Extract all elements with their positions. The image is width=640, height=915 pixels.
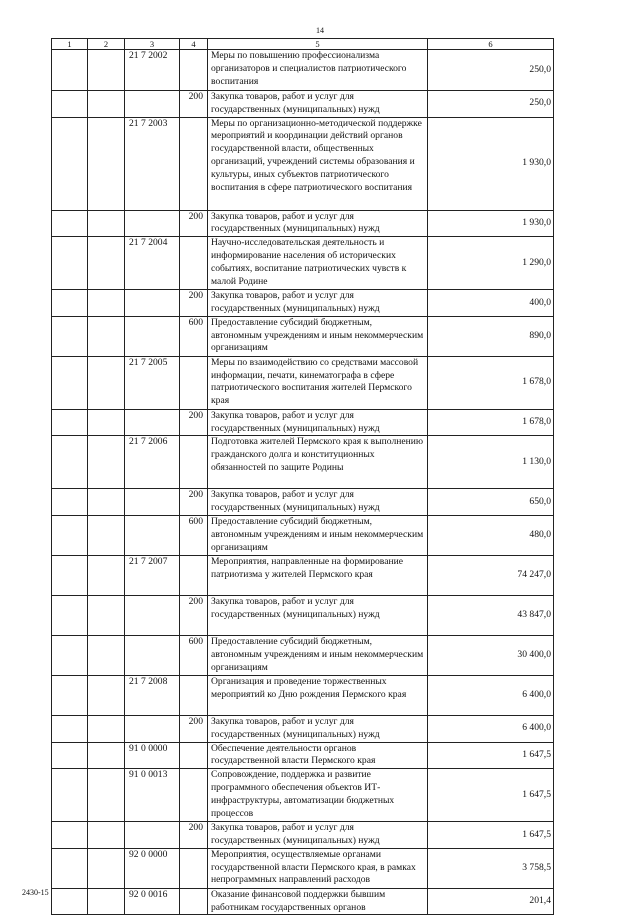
col1-cell bbox=[52, 489, 88, 516]
expense-type-cell bbox=[180, 555, 208, 595]
description-cell: Закупка товаров, работ и услуг для государственных (муниципальных) нужд bbox=[208, 210, 428, 237]
amount-cell: 30 400,0 bbox=[428, 635, 554, 675]
table-row bbox=[52, 117, 554, 210]
col2-cell bbox=[88, 237, 125, 290]
expense-type-cell bbox=[180, 675, 208, 715]
table-row bbox=[52, 635, 554, 675]
amount-cell: 250,0 bbox=[428, 50, 554, 91]
table-row bbox=[52, 356, 554, 409]
col1-cell bbox=[52, 91, 88, 118]
table-row bbox=[52, 489, 554, 516]
description-cell: Закупка товаров, работ и услуг для государственных (муниципальных) нужд bbox=[208, 91, 428, 118]
description-cell: Меры по взаимодействию со средствами массовой информации, печати, кинематографа в сфере патриотического воспитания жителей Пермского края bbox=[208, 356, 428, 409]
description-cell: Закупка товаров, работ и услуг для государственных (муниципальных) нужд bbox=[208, 409, 428, 436]
col2-cell bbox=[88, 210, 125, 237]
description-cell: Закупка товаров, работ и услуг для государственных (муниципальных) нужд bbox=[208, 489, 428, 516]
expense-type-cell: 600 bbox=[180, 515, 208, 555]
col-header-3: 3 bbox=[125, 39, 180, 50]
col2-cell bbox=[88, 356, 125, 409]
table-row bbox=[52, 409, 554, 436]
budget-code-cell bbox=[125, 290, 180, 317]
col1-cell bbox=[52, 515, 88, 555]
budget-code-cell bbox=[125, 489, 180, 516]
description-cell: Предоставление субсидий бюджетным, автономным учреждениям и иным некоммерческим организациям bbox=[208, 635, 428, 675]
col-header-4: 4 bbox=[180, 39, 208, 50]
expense-type-cell: 200 bbox=[180, 822, 208, 849]
table-row bbox=[52, 50, 554, 91]
expense-type-cell: 200 bbox=[180, 595, 208, 635]
col2-cell bbox=[88, 888, 125, 915]
table-row bbox=[52, 436, 554, 489]
col2-cell bbox=[88, 769, 125, 822]
amount-cell: 1 647,5 bbox=[428, 769, 554, 822]
col1-cell bbox=[52, 848, 88, 888]
expense-type-cell: 200 bbox=[180, 210, 208, 237]
col1-cell bbox=[52, 210, 88, 237]
budget-code-cell: 91 0 0013 bbox=[125, 769, 180, 822]
table-row bbox=[52, 290, 554, 317]
col1-cell bbox=[52, 117, 88, 210]
col1-cell bbox=[52, 715, 88, 742]
budget-code-cell: 21 7 2007 bbox=[125, 555, 180, 595]
amount-cell: 6 400,0 bbox=[428, 675, 554, 715]
col1-cell bbox=[52, 436, 88, 489]
col2-cell bbox=[88, 595, 125, 635]
budget-code-cell bbox=[125, 515, 180, 555]
budget-code-cell: 92 0 0016 bbox=[125, 888, 180, 915]
budget-code-cell: 92 0 0000 bbox=[125, 848, 180, 888]
column-number-row bbox=[52, 39, 554, 50]
col2-cell bbox=[88, 555, 125, 595]
col1-cell bbox=[52, 769, 88, 822]
col2-cell bbox=[88, 117, 125, 210]
budget-code-cell: 21 7 2005 bbox=[125, 356, 180, 409]
description-cell: Мероприятия, направленные на формирование патриотизма у жителей Пермского края bbox=[208, 555, 428, 595]
col2-cell bbox=[88, 50, 125, 91]
amount-cell: 250,0 bbox=[428, 91, 554, 118]
col2-cell bbox=[88, 675, 125, 715]
col2-cell bbox=[88, 822, 125, 849]
col1-cell bbox=[52, 822, 88, 849]
expense-type-cell bbox=[180, 848, 208, 888]
expense-type-cell: 200 bbox=[180, 489, 208, 516]
amount-cell: 1 930,0 bbox=[428, 210, 554, 237]
table-row bbox=[52, 822, 554, 849]
col1-cell bbox=[52, 316, 88, 356]
budget-code-cell bbox=[125, 316, 180, 356]
description-cell: Предоставление субсидий бюджетным, автономным учреждениям и иным некоммерческим организациям bbox=[208, 316, 428, 356]
col2-cell bbox=[88, 409, 125, 436]
table-row bbox=[52, 515, 554, 555]
col2-cell bbox=[88, 316, 125, 356]
col2-cell bbox=[88, 848, 125, 888]
amount-cell: 1 647,5 bbox=[428, 822, 554, 849]
amount-cell: 480,0 bbox=[428, 515, 554, 555]
col2-cell bbox=[88, 436, 125, 489]
col1-cell bbox=[52, 555, 88, 595]
expense-type-cell: 600 bbox=[180, 635, 208, 675]
col2-cell bbox=[88, 635, 125, 675]
description-cell: Сопровождение, поддержка и развитие программного обеспечения объектов ИТ-инфраструктуры, автоматизации бюджетных процессов bbox=[208, 769, 428, 822]
description-cell: Мероприятия, осуществляемые органами государственной власти Пермского края, в рамках непрограммных направлений расходов bbox=[208, 848, 428, 888]
budget-code-cell bbox=[125, 409, 180, 436]
expense-type-cell: 200 bbox=[180, 409, 208, 436]
table-row bbox=[52, 742, 554, 769]
table-row bbox=[52, 316, 554, 356]
budget-code-cell: 91 0 0000 bbox=[125, 742, 180, 769]
col2-cell bbox=[88, 715, 125, 742]
col1-cell bbox=[52, 888, 88, 915]
col2-cell bbox=[88, 742, 125, 769]
table-row bbox=[52, 888, 554, 915]
description-cell: Закупка товаров, работ и услуг для государственных (муниципальных) нужд bbox=[208, 715, 428, 742]
expense-type-cell bbox=[180, 436, 208, 489]
col1-cell bbox=[52, 356, 88, 409]
page-number: 14 bbox=[316, 26, 324, 35]
table-row bbox=[52, 91, 554, 118]
description-cell: Организация и проведение торжественных мероприятий ко Дню рождения Пермского края bbox=[208, 675, 428, 715]
expense-type-cell bbox=[180, 237, 208, 290]
amount-cell: 1 647,5 bbox=[428, 742, 554, 769]
budget-code-cell bbox=[125, 635, 180, 675]
col2-cell bbox=[88, 489, 125, 516]
expense-type-cell bbox=[180, 50, 208, 91]
table-row bbox=[52, 595, 554, 635]
description-cell: Обеспечение деятельности органов государственной власти Пермского края bbox=[208, 742, 428, 769]
description-cell: Закупка товаров, работ и услуг для государственных (муниципальных) нужд bbox=[208, 595, 428, 635]
col1-cell bbox=[52, 675, 88, 715]
amount-cell: 1 678,0 bbox=[428, 409, 554, 436]
col-header-5: 5 bbox=[208, 39, 428, 50]
amount-cell: 1 130,0 bbox=[428, 436, 554, 489]
budget-code-cell bbox=[125, 822, 180, 849]
budget-code-cell bbox=[125, 91, 180, 118]
amount-cell: 3 758,5 bbox=[428, 848, 554, 888]
col1-cell bbox=[52, 237, 88, 290]
col1-cell bbox=[52, 595, 88, 635]
budget-table bbox=[51, 38, 554, 915]
expense-type-cell bbox=[180, 888, 208, 915]
col1-cell bbox=[52, 742, 88, 769]
budget-code-cell: 21 7 2008 bbox=[125, 675, 180, 715]
table-row bbox=[52, 555, 554, 595]
budget-code-cell: 21 7 2002 bbox=[125, 50, 180, 91]
description-cell: Предоставление субсидий бюджетным, автономным учреждениям и иным некоммерческим организациям bbox=[208, 515, 428, 555]
col2-cell bbox=[88, 91, 125, 118]
expense-type-cell: 600 bbox=[180, 316, 208, 356]
col1-cell bbox=[52, 635, 88, 675]
col-header-1: 1 bbox=[52, 39, 88, 50]
col2-cell bbox=[88, 515, 125, 555]
expense-type-cell bbox=[180, 769, 208, 822]
table-row bbox=[52, 848, 554, 888]
description-cell: Закупка товаров, работ и услуг для государственных (муниципальных) нужд bbox=[208, 290, 428, 317]
amount-cell: 1 290,0 bbox=[428, 237, 554, 290]
expense-type-cell bbox=[180, 356, 208, 409]
expense-type-cell bbox=[180, 742, 208, 769]
table-row bbox=[52, 715, 554, 742]
budget-code-cell: 21 7 2003 bbox=[125, 117, 180, 210]
budget-code-cell bbox=[125, 595, 180, 635]
expense-type-cell bbox=[180, 117, 208, 210]
table-row bbox=[52, 675, 554, 715]
document-code: 2430-15 bbox=[22, 888, 49, 897]
description-cell: Меры по организационно-методической поддержке мероприятий и координации действий органов государственной власти, общественных организаций, учреждений системы образования и культуры, иных субъектов патриотического воспитания в сфере патриотического воспитания bbox=[208, 117, 428, 210]
budget-code-cell bbox=[125, 210, 180, 237]
budget-code-cell: 21 7 2006 bbox=[125, 436, 180, 489]
col-header-6: 6 bbox=[428, 39, 554, 50]
amount-cell: 43 847,0 bbox=[428, 595, 554, 635]
col2-cell bbox=[88, 290, 125, 317]
amount-cell: 201,4 bbox=[428, 888, 554, 915]
col-header-2: 2 bbox=[88, 39, 125, 50]
amount-cell: 890,0 bbox=[428, 316, 554, 356]
budget-code-cell: 21 7 2004 bbox=[125, 237, 180, 290]
expense-type-cell: 200 bbox=[180, 715, 208, 742]
description-cell: Закупка товаров, работ и услуг для государственных (муниципальных) нужд bbox=[208, 822, 428, 849]
col1-cell bbox=[52, 50, 88, 91]
description-cell: Научно-исследовательская деятельность и информирование населения об исторических событиях, воспитание патриотических чувств к малой Родине bbox=[208, 237, 428, 290]
amount-cell: 650,0 bbox=[428, 489, 554, 516]
expense-type-cell: 200 bbox=[180, 91, 208, 118]
amount-cell: 74 247,0 bbox=[428, 555, 554, 595]
amount-cell: 1 930,0 bbox=[428, 117, 554, 210]
budget-code-cell bbox=[125, 715, 180, 742]
amount-cell: 400,0 bbox=[428, 290, 554, 317]
description-cell: Подготовка жителей Пермского края к выполнению гражданского долга и конституционных обязанностей по защите Родины bbox=[208, 436, 428, 489]
expense-type-cell: 200 bbox=[180, 290, 208, 317]
description-cell: Оказание финансовой поддержки бывшим работникам государственных органов bbox=[208, 888, 428, 915]
table-row bbox=[52, 769, 554, 822]
col1-cell bbox=[52, 290, 88, 317]
amount-cell: 6 400,0 bbox=[428, 715, 554, 742]
table-row bbox=[52, 210, 554, 237]
description-cell: Меры по повышению профессионализма организаторов и специалистов патриотического воспитания bbox=[208, 50, 428, 91]
col1-cell bbox=[52, 409, 88, 436]
table-row bbox=[52, 237, 554, 290]
amount-cell: 1 678,0 bbox=[428, 356, 554, 409]
